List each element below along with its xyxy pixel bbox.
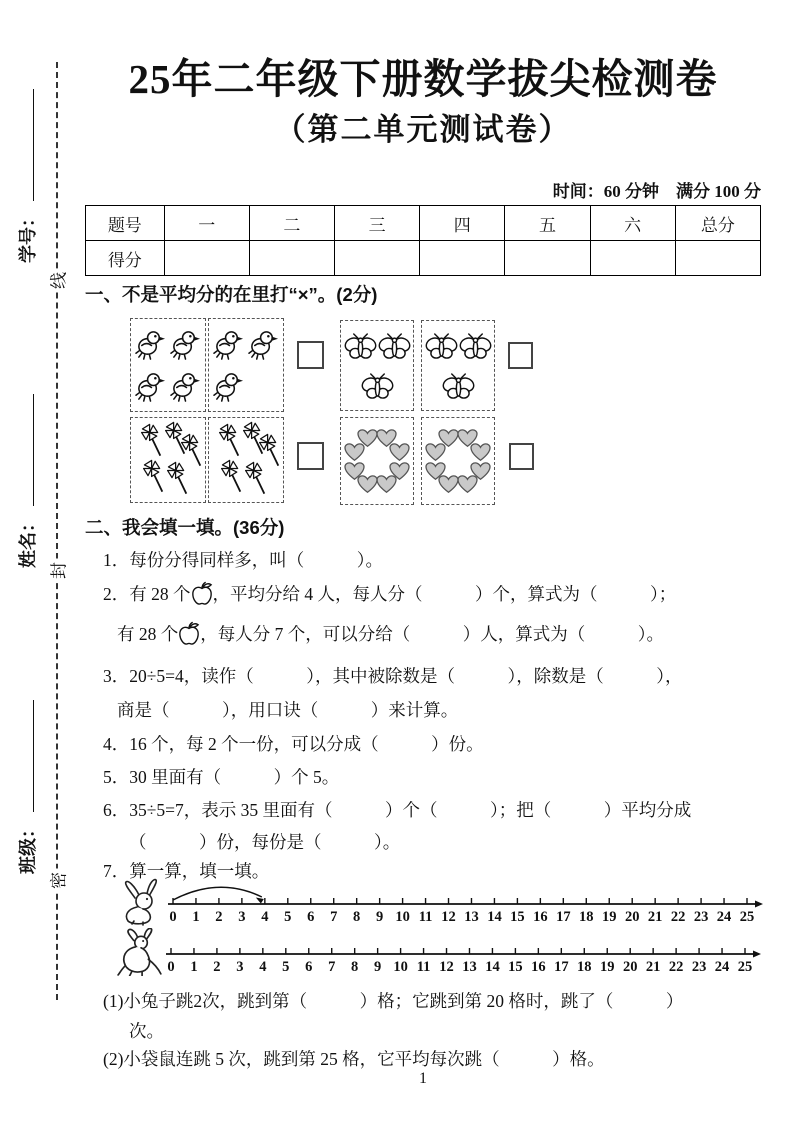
butterfly-icon — [361, 373, 394, 400]
seal-char-mi: 密 — [45, 869, 70, 893]
heart-icon — [389, 443, 410, 462]
seal-char-feng: 封 — [45, 559, 70, 583]
question-6-line1: 6．35÷5=7，表示 35 里面有（ ）个（ ）；把（ ）平均分成 — [103, 800, 692, 820]
seal-dashed-line — [56, 62, 58, 1000]
score-cell[interactable] — [335, 241, 420, 276]
question-2-line1: 2．有 28 个 ，平均分给 4 人，每人分（ ）个，算式为（ ）； — [103, 581, 676, 606]
svg-text:14: 14 — [485, 959, 500, 975]
question-2-line2: 有 28 个 ，每人分 7 个，可以分给（ ）人，算式为（ ）。 — [117, 621, 664, 646]
class-field-group — [14, 678, 40, 874]
svg-text:23: 23 — [691, 959, 707, 975]
answer-box-pinwheels[interactable] — [297, 442, 324, 470]
butterfly-icon — [378, 333, 411, 360]
svg-text:16: 16 — [531, 959, 546, 975]
answer-box-hearts[interactable] — [509, 443, 534, 470]
question-7-sub1-line1: (1)小兔子跳2次，跳到第（ ）格；它跳到第 20 格时，跳了（ ） — [103, 991, 684, 1011]
svg-text:17: 17 — [554, 959, 569, 975]
svg-text:2: 2 — [215, 909, 223, 925]
question-6-line2: （ ）份，每份是（ ）。 — [129, 832, 401, 852]
butterfly-box-2 — [421, 320, 495, 411]
svg-text:12: 12 — [441, 909, 456, 925]
svg-text:0: 0 — [169, 909, 177, 925]
score-table-header-cell: 二 — [249, 206, 334, 241]
numberline-kangaroo — [163, 932, 763, 978]
svg-text:20: 20 — [624, 909, 640, 925]
svg-text:24: 24 — [714, 959, 730, 975]
numberline-kangaroo-row — [117, 928, 763, 978]
bird-icon — [170, 329, 201, 360]
class-write-line[interactable] — [19, 700, 34, 812]
svg-text:1: 1 — [190, 959, 198, 975]
pinwheel-icon — [216, 423, 241, 458]
score-table-header-row — [86, 206, 761, 241]
svg-text:15: 15 — [510, 909, 525, 925]
svg-text:7: 7 — [330, 909, 338, 925]
svg-text:6: 6 — [307, 909, 315, 925]
heart-icon — [457, 475, 478, 494]
score-table-header-cell: 六 — [590, 206, 675, 241]
svg-text:4: 4 — [261, 909, 269, 925]
question-4: 4．16 个，每 2 个一份，可以分成（ ）份。 — [103, 734, 484, 754]
apple-icon — [178, 621, 200, 646]
svg-text:14: 14 — [487, 909, 502, 925]
butterfly-icon — [459, 333, 492, 360]
bird-box-2 — [208, 318, 284, 412]
bird-icon — [135, 329, 166, 360]
svg-text:22: 22 — [670, 909, 686, 925]
answer-box-butterflies[interactable] — [508, 342, 533, 369]
svg-text:22: 22 — [668, 959, 684, 975]
svg-text:12: 12 — [439, 959, 454, 975]
student-id-write-line[interactable] — [19, 89, 34, 201]
pinwheel-icon — [218, 459, 243, 494]
bird-box-1 — [130, 318, 206, 412]
score-row-label: 得分 — [86, 241, 165, 276]
question-1: 1．每份分得同样多，叫（ ）。 — [103, 550, 383, 570]
svg-text:10: 10 — [393, 959, 408, 975]
question-7-sub1-line2: 次。 — [129, 1021, 164, 1041]
bird-icon — [170, 371, 201, 402]
main-content — [85, 0, 761, 1122]
paper-title: 25年二年级下册数学拔尖检测卷 — [128, 56, 718, 102]
student-id-label: 学号： — [18, 209, 38, 263]
svg-text:18: 18 — [579, 909, 594, 925]
score-table-header-cell: 五 — [505, 206, 590, 241]
score-table-header-cell: 总分 — [675, 206, 760, 241]
numberline-rabbit — [165, 882, 765, 928]
heart-box-1 — [340, 417, 414, 505]
section1-heading: 一、不是平均分的在里打“×”。(2分) — [85, 284, 378, 305]
butterfly-icon — [344, 333, 377, 360]
svg-text:20: 20 — [622, 959, 638, 975]
svg-text:13: 13 — [462, 959, 477, 975]
question-3-line1: 3．20÷5=4，读作（ ），其中被除数是（ ），除数是（ ）， — [103, 666, 683, 686]
time-score-info: 时间：60 分钟 满分 100 分 — [552, 182, 761, 201]
heart-icon — [344, 462, 365, 481]
butterfly-icon — [425, 333, 458, 360]
svg-text:13: 13 — [464, 909, 479, 925]
name-write-line[interactable] — [19, 394, 34, 506]
butterfly-box-1 — [340, 320, 414, 411]
score-table-score-row — [86, 241, 761, 276]
bird-icon — [213, 371, 244, 402]
svg-text:19: 19 — [599, 959, 615, 975]
svg-text:9: 9 — [374, 959, 382, 975]
svg-text:25: 25 — [739, 909, 755, 925]
paper-subtitle: （第二单元测试卷） — [274, 112, 572, 147]
pinwheel-icon — [138, 423, 163, 458]
score-cell[interactable] — [590, 241, 675, 276]
heart-icon — [344, 443, 365, 462]
score-cell[interactable] — [420, 241, 505, 276]
svg-text:23: 23 — [693, 909, 709, 925]
question-7: 7．算一算，填一填。 — [103, 861, 270, 881]
score-table — [85, 205, 761, 276]
answer-box-birds[interactable] — [297, 341, 324, 369]
bird-icon — [248, 329, 279, 360]
page-number: 1 — [419, 1070, 427, 1087]
heart-icon — [425, 443, 446, 462]
svg-text:15: 15 — [508, 959, 523, 975]
heart-icon — [376, 475, 397, 494]
score-cell[interactable] — [249, 241, 334, 276]
svg-text:24: 24 — [716, 909, 732, 925]
svg-text:4: 4 — [259, 959, 267, 975]
svg-text:16: 16 — [533, 909, 548, 925]
svg-text:8: 8 — [351, 959, 359, 975]
question-7-sub2: (2)小袋鼠连跳 5 次，跳到第 25 格，它平均每次跳（ ）格。 — [103, 1049, 605, 1069]
question-3-line2: 商是（ ），用口诀（ ）来计算。 — [117, 700, 459, 720]
heart-icon — [425, 462, 446, 481]
score-cell[interactable] — [675, 241, 760, 276]
pinwheel-box-2 — [208, 417, 284, 503]
svg-text:21: 21 — [647, 909, 663, 925]
section1-picture-area — [85, 313, 761, 511]
svg-text:21: 21 — [645, 959, 661, 975]
score-table-header-cell: 三 — [335, 206, 420, 241]
heart-icon — [470, 443, 491, 462]
svg-text:18: 18 — [577, 959, 592, 975]
bird-icon — [135, 371, 166, 402]
score-table-header-cell: 一 — [164, 206, 249, 241]
score-table-header-cell: 题号 — [86, 206, 165, 241]
svg-text:2: 2 — [213, 959, 221, 975]
svg-text:8: 8 — [353, 909, 361, 925]
pinwheel-icon — [242, 461, 267, 496]
svg-text:5: 5 — [284, 909, 292, 925]
section2-heading: 二、我会填一填。(36分) — [85, 517, 285, 538]
svg-text:3: 3 — [238, 909, 246, 925]
svg-text:10: 10 — [395, 909, 410, 925]
svg-text:5: 5 — [282, 959, 290, 975]
svg-text:11: 11 — [418, 909, 433, 925]
butterfly-icon — [442, 373, 475, 400]
score-table-header-cell: 四 — [420, 206, 505, 241]
svg-text:1: 1 — [192, 909, 200, 925]
svg-text:6: 6 — [305, 959, 313, 975]
svg-text:9: 9 — [376, 909, 384, 925]
numberline-rabbit-row — [121, 878, 765, 928]
svg-text:19: 19 — [601, 909, 617, 925]
rabbit-icon — [121, 878, 163, 926]
apple-icon — [191, 581, 213, 606]
pinwheel-box-1 — [130, 417, 206, 503]
svg-text:0: 0 — [167, 959, 175, 975]
question-5: 5．30 里面有（ ）个 5。 — [103, 767, 340, 787]
score-cell[interactable] — [164, 241, 249, 276]
pinwheel-icon — [164, 461, 189, 496]
kangaroo-icon — [117, 928, 163, 976]
svg-text:11: 11 — [416, 959, 431, 975]
student-id-field-group — [14, 67, 40, 263]
bird-icon — [213, 329, 244, 360]
svg-text:7: 7 — [328, 959, 336, 975]
pinwheel-icon — [140, 459, 165, 494]
heart-box-2 — [421, 417, 495, 505]
score-cell[interactable] — [505, 241, 590, 276]
class-label: 班级： — [18, 820, 38, 874]
name-field-group — [14, 372, 40, 568]
seal-char-line: 线 — [45, 269, 70, 293]
svg-text:3: 3 — [236, 959, 244, 975]
svg-text:25: 25 — [737, 959, 753, 975]
name-label: 姓名： — [18, 514, 38, 568]
svg-text:17: 17 — [556, 909, 571, 925]
